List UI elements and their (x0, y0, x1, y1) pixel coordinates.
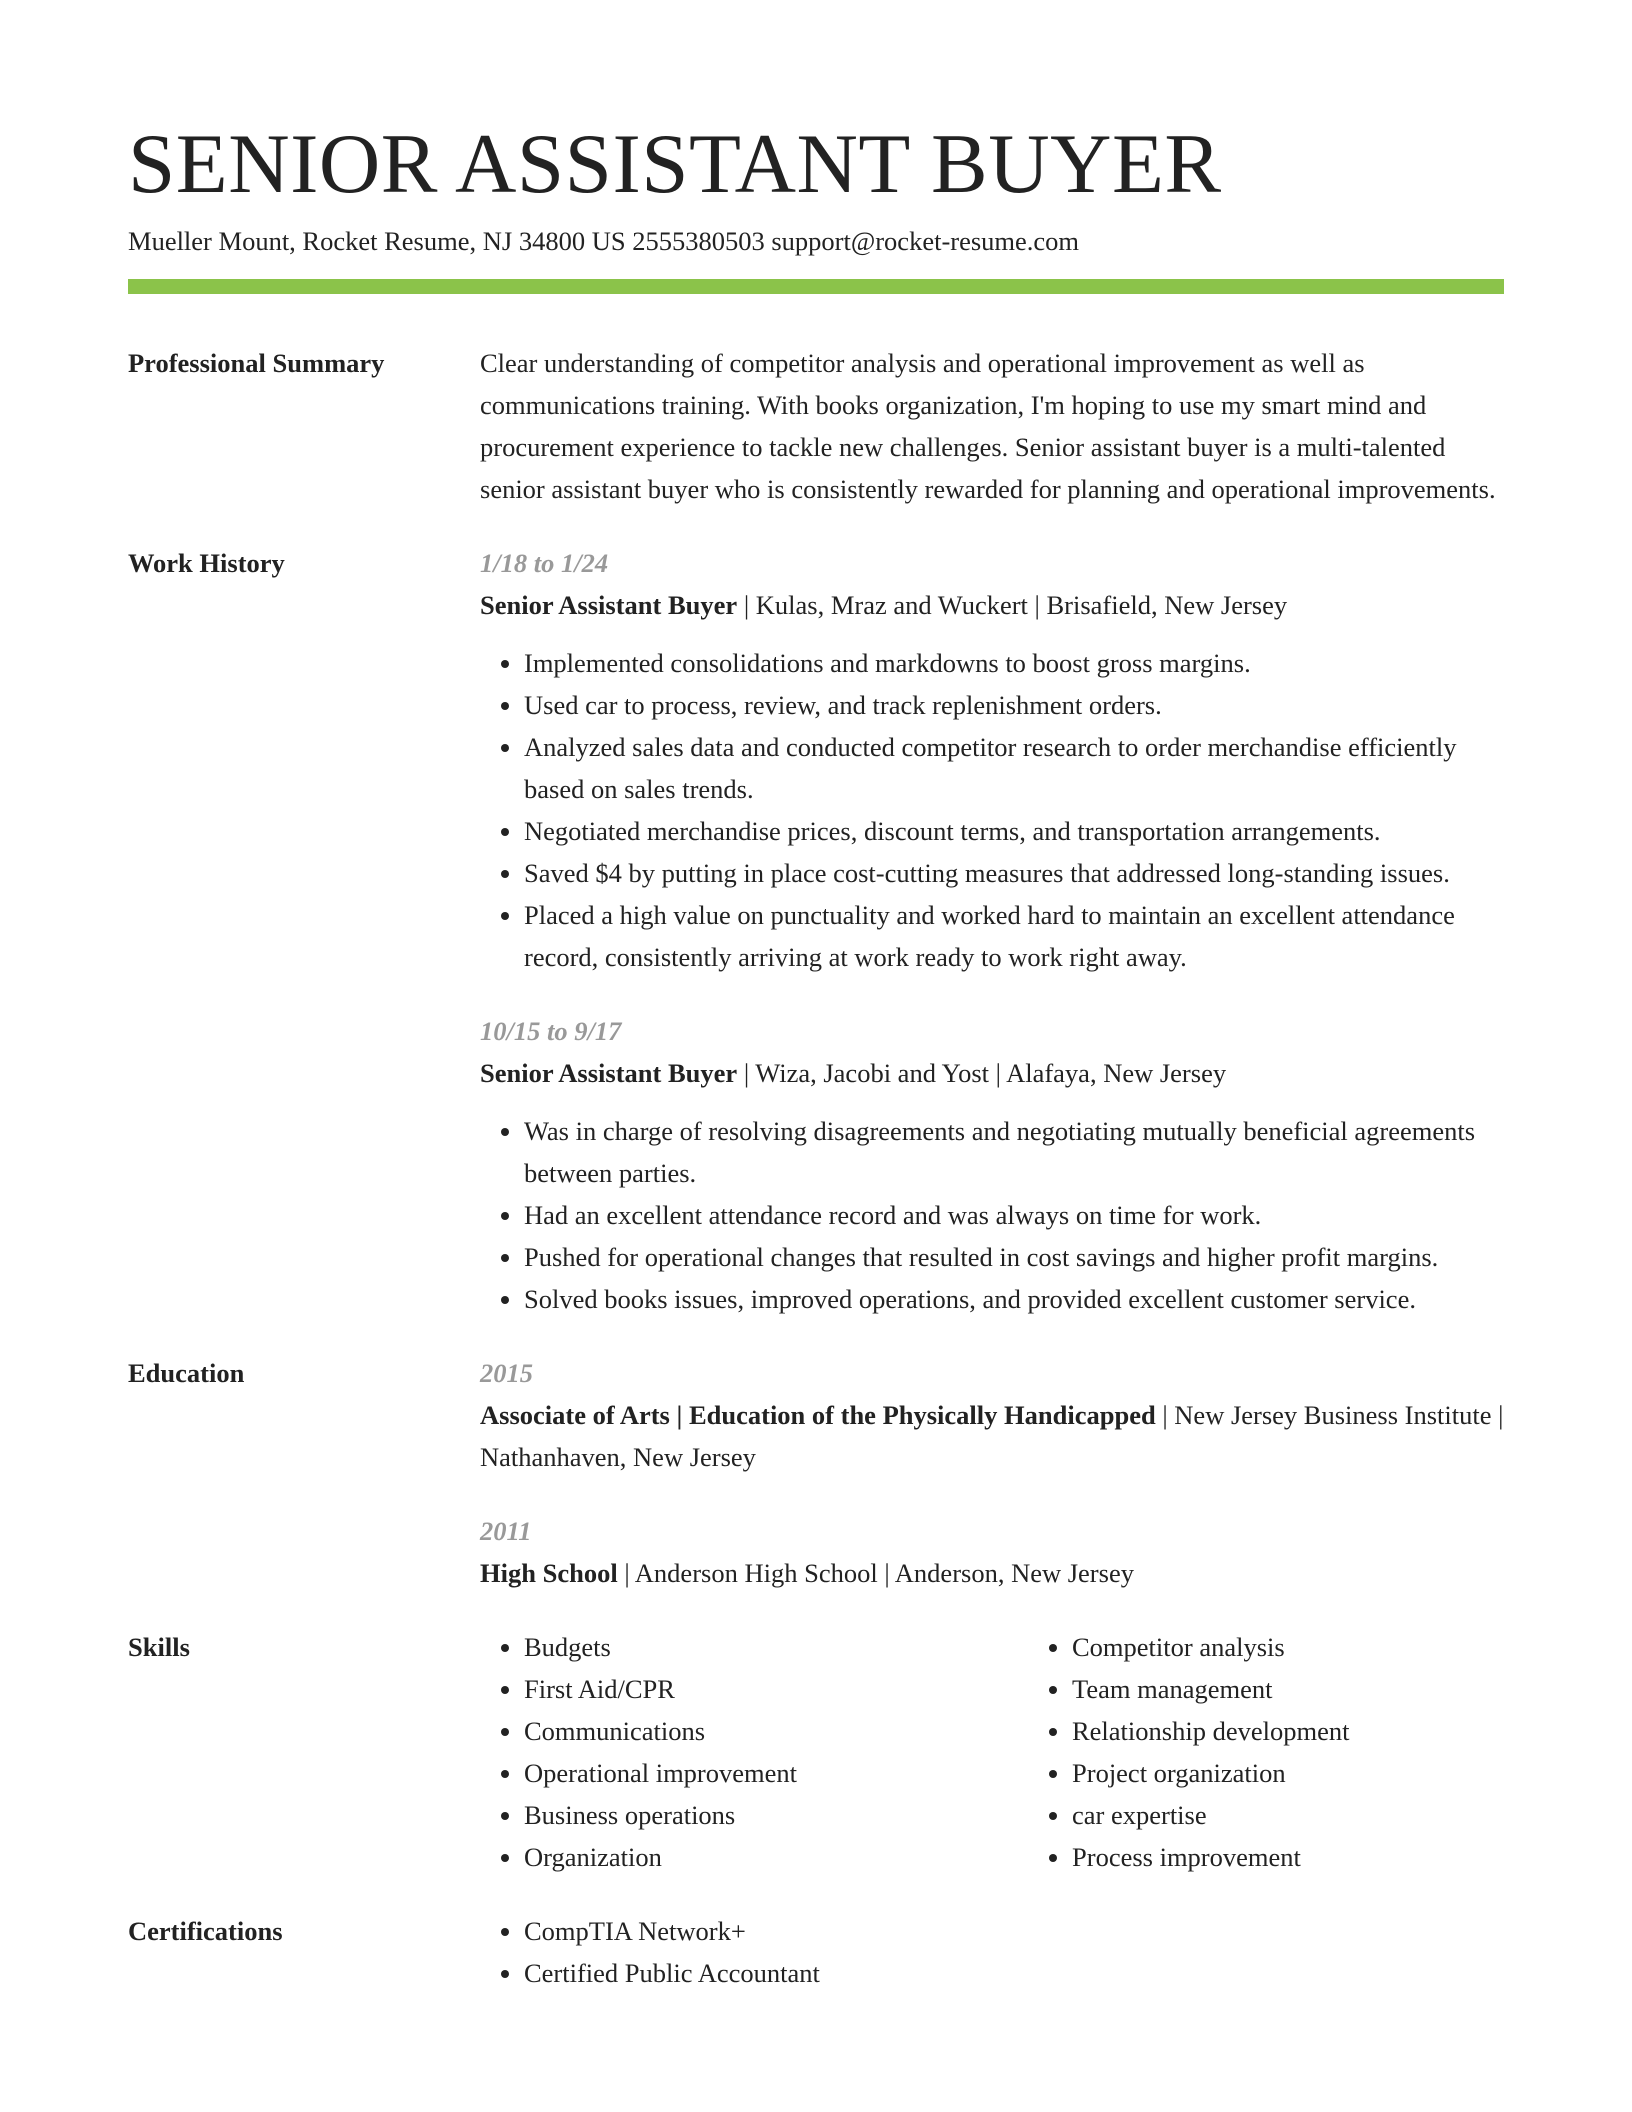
education-year: 2015 (480, 1358, 533, 1389)
education-details: | Anderson High School | Anderson, New Jersey (617, 1558, 1134, 1589)
job-bullet: • Solved books issues, improved operations, and provided excellent customer service. (524, 1278, 1504, 1320)
section-skills (128, 1626, 1504, 1878)
section-summary (128, 342, 1504, 510)
education-details: | New Jersey Business Institute | Nathanhaven, New Jersey (480, 1400, 1504, 1473)
job-bullets (480, 642, 1504, 978)
skill-item: • Operational improvement (524, 1752, 1028, 1794)
job-bullet: • Placed a high value on punctuality and worked hard to maintain an excellent attendance record, consistently arriving at work ready to work right away. (524, 894, 1504, 978)
skill-item: • Business operations (524, 1794, 1028, 1836)
job-bullet: • Analyzed sales data and conducted competitor research to order merchandise efficiently based on sales trends. (524, 726, 1504, 810)
resume-page (128, 0, 1504, 2026)
job-dates: 1/18 to 1/24 (480, 548, 609, 579)
job-bullet: • Was in charge of resolving disagreements and negotiating mutually beneficial agreements between parties. (524, 1110, 1504, 1194)
education-degree: Associate of Arts | Education of the Physically Handicapped (480, 1400, 1156, 1431)
skill-item: • Relationship development (1072, 1710, 1576, 1752)
certifications-body (480, 1910, 1504, 1994)
skill-item: • Communications (524, 1710, 1028, 1752)
education-entry (480, 1352, 1504, 1478)
section-title-certifications: Certifications (128, 1916, 283, 1947)
certification-item: • CompTIA Network+ (524, 1910, 1504, 1952)
section-title-skills: Skills (128, 1632, 190, 1663)
job-entry (480, 1010, 1504, 1320)
skill-item: • car expertise (1072, 1794, 1576, 1836)
job-heading (480, 584, 1504, 626)
education-heading (480, 1394, 1504, 1478)
job-role: Senior Assistant Buyer (480, 590, 738, 621)
job-bullet: • Saved $4 by putting in place cost-cutting measures that addressed long-standing issues. (524, 852, 1504, 894)
skills-body (480, 1626, 1576, 1878)
work-history-body (480, 542, 1504, 1320)
skill-item: • Organization (524, 1836, 1028, 1878)
section-work-history (128, 542, 1504, 1320)
section-education (128, 1352, 1504, 1594)
job-role: Senior Assistant Buyer (480, 1058, 738, 1089)
summary-text: Clear understanding of competitor analysis and operational improvement as well as communications training. With books organization, I'm hoping to use my smart mind and procurement experience to tackle new challenges. Senior assistant buyer is a multi-talented senior assistant buyer who is consistently rewarded for planning and operational improvements. (480, 348, 1496, 505)
education-year: 2011 (480, 1516, 532, 1547)
job-bullet: • Had an excellent attendance record and was always on time for work. (524, 1194, 1504, 1236)
education-body (480, 1352, 1504, 1594)
skill-item: • Project organization (1072, 1752, 1576, 1794)
skill-item: • Budgets (524, 1626, 1028, 1668)
skill-item: • Process improvement (1072, 1836, 1576, 1878)
skill-item: • First Aid/CPR (524, 1668, 1028, 1710)
section-certifications (128, 1910, 1504, 1994)
contact-line: Mueller Mount, Rocket Resume, NJ 34800 US 2555380503 support@rocket-resume.com (128, 225, 1080, 256)
job-bullet: • Pushed for operational changes that resulted in cost savings and higher profit margins. (524, 1236, 1504, 1278)
skills-list-right (1028, 1626, 1576, 1878)
education-entry (480, 1510, 1504, 1594)
resume-sections (128, 342, 1504, 1994)
job-entry (480, 542, 1504, 978)
education-degree: High School (480, 1558, 618, 1589)
job-details: | Wiza, Jacobi and Yost | Alafaya, New Jersey (737, 1058, 1227, 1089)
page-title: SENIOR ASSISTANT BUYER (128, 117, 1222, 211)
summary-body (480, 342, 1504, 510)
education-heading (480, 1552, 1504, 1594)
section-title-work-history: Work History (128, 548, 285, 579)
skills-list-left (480, 1626, 1028, 1878)
job-dates: 10/15 to 9/17 (480, 1016, 622, 1047)
section-title-summary: Professional Summary (128, 348, 385, 379)
skill-item: • Team management (1072, 1668, 1576, 1710)
certifications-list (480, 1910, 1504, 1994)
accent-divider (128, 279, 1504, 294)
job-bullet: • Negotiated merchandise prices, discount terms, and transportation arrangements. (524, 810, 1504, 852)
certification-item: • Certified Public Accountant (524, 1952, 1504, 1994)
job-bullets (480, 1110, 1504, 1320)
job-bullet: • Used car to process, review, and track replenishment orders. (524, 684, 1504, 726)
skill-item: • Competitor analysis (1072, 1626, 1576, 1668)
skills-columns (480, 1626, 1576, 1878)
job-heading (480, 1052, 1504, 1094)
job-bullet: • Implemented consolidations and markdowns to boost gross margins. (524, 642, 1504, 684)
job-details: | Kulas, Mraz and Wuckert | Brisafield, New Jersey (737, 590, 1288, 621)
section-title-education: Education (128, 1358, 245, 1389)
